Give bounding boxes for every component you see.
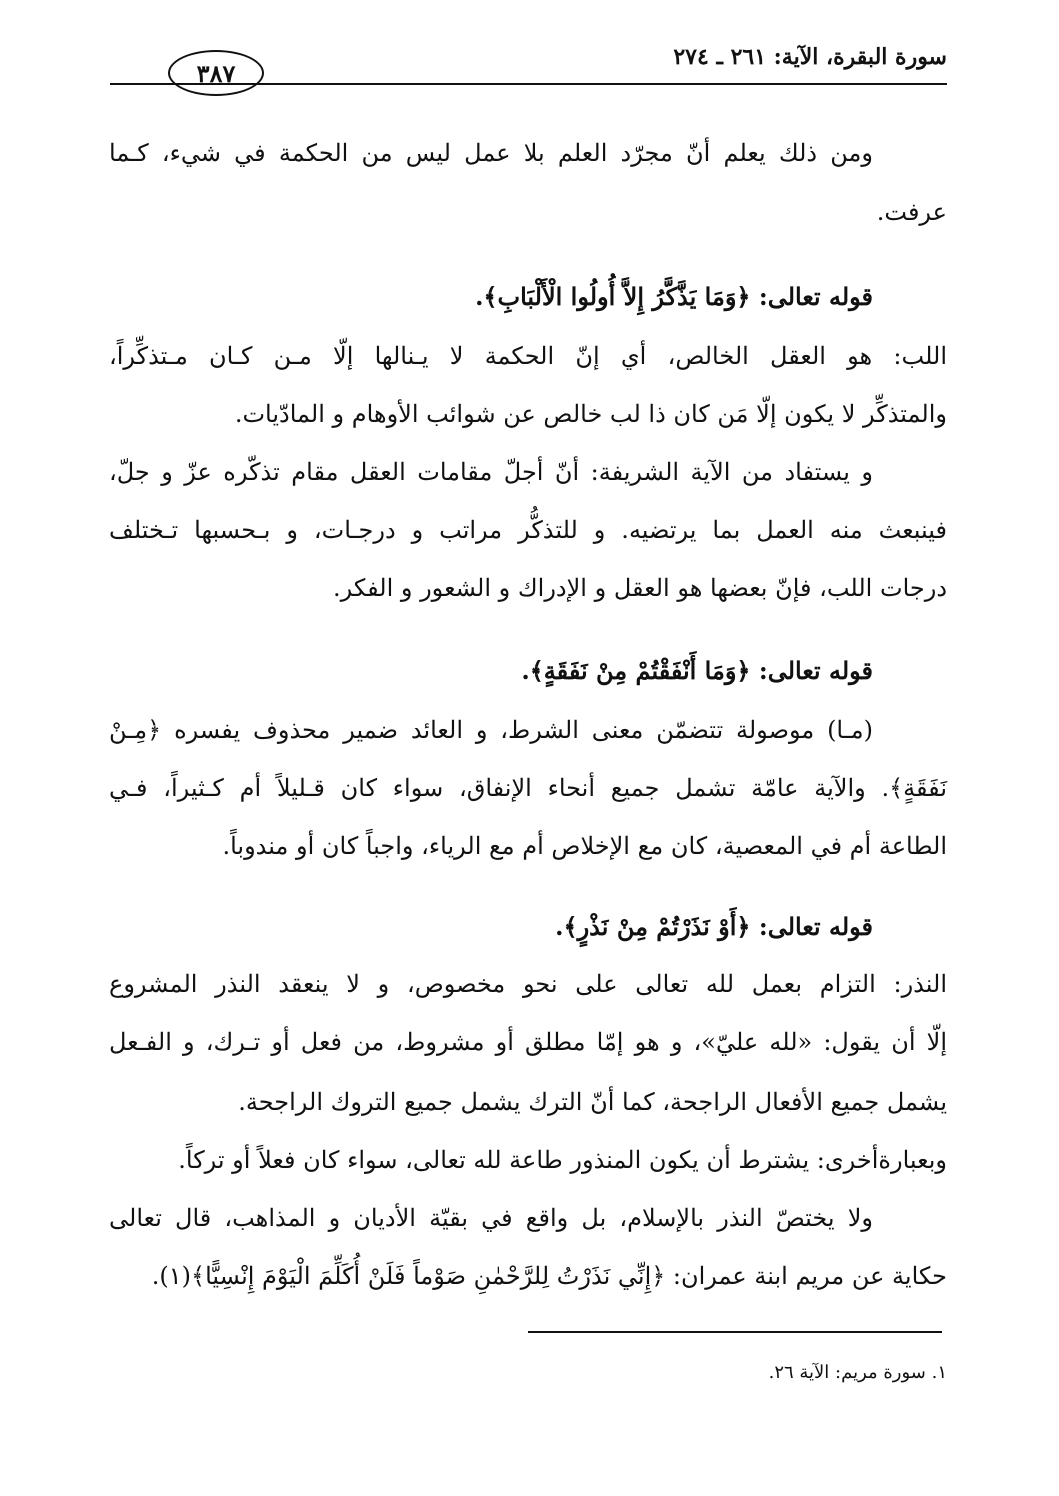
body-line-2: عرفت.	[876, 198, 947, 226]
running-header-title: سورة البقرة، الآية: ٢٦١ ـ ٢٧٤	[673, 44, 947, 70]
page-number-badge: ٣٨٧	[168, 50, 264, 96]
body-line-12: الطاعة أم في المعصية، كان مع الإخلاص أم مع الرياء، واجباً كان أو مندوباً.	[222, 832, 947, 860]
body-line-17: وبعبارةأخرى: يشترط أن يكون المنذور طاعة لله تعالى، سواء كان فعلاً أو تركاً.	[178, 1146, 947, 1174]
body-line-16: يشمل جميع الأفعال الراجحة، كما أنّ الترك يشمل جميع التروك الراجحة.	[238, 1088, 947, 1116]
footnote: ١. سورة مريم: الآية ٢٦.	[768, 1362, 947, 1383]
verse-heading-2: قوله تعالى: ﴿وَمَا أَنْفَقْتُمْ مِنْ نَفَقَةٍ﴾.	[521, 656, 873, 685]
body-line-11: نَفَقَةٍ﴾. والآية عامّة تشمل جميع أنحاء الإنفاق، سواء كان قـليلاً أم كـثيراً، فـي	[109, 774, 947, 802]
footnote-divider	[528, 1331, 942, 1333]
body-line-5: والمتذكِّر لا يكون إلّا مَن كان ذا لب خالص عن شوائب الأوهام و المادّيات.	[234, 400, 947, 428]
body-line-6: و يستفاد من الآية الشريفة: أنّ أجلّ مقامات العقل مقام تذكّره عزّ و جلّ،	[109, 458, 873, 486]
verse-heading-1: قوله تعالى: ﴿وَمَا يَذَّكَّرُ إِلاَّ أُولُوا الْأَلْبَابِ﴾.	[475, 282, 873, 311]
body-line-19: حكاية عن مريم ابنة عمران: ﴿إِنِّي نَذَرْتُ لِلرَّحْمٰنِ صَوْماً فَلَنْ أُكَلِّمَ الْيَوْمَ إِنْسِيًّا﴾(١).	[151, 1262, 947, 1290]
body-line-1: ومن ذلك يعلم أنّ مجرّد العلم بلا عمل ليس من الحكمة في شيء، كـما	[109, 139, 873, 167]
body-line-15: إلّا أن يقول: «لله عليّ»، و هو إمّا مطلق أو مشروط، من فعل أو تـرك، و الفـعل	[109, 1028, 947, 1056]
body-line-18: ولا يختصّ النذر بالإسلام، بل واقع في بقيّة الأديان و المذاهب، قال تعالى	[109, 1204, 873, 1232]
body-line-10: (مـا) موصولة تتضمّن معنى الشرط، و العائد ضمير محذوف يفسره ﴿مِـنْ	[109, 716, 873, 744]
body-line-7: فينبعث منه العمل بما يرتضيه. و للتذكُّر مراتب و درجـات، و بـحسبها تـختلف	[109, 516, 947, 544]
body-line-4: اللب: هو العقل الخالص، أي إنّ الحكمة لا يـنالها إلّا مـن كـان مـتذكِّراً،	[109, 342, 947, 370]
verse-heading-3: قوله تعالى: ﴿أَوْ نَذَرْتُمْ مِنْ نَذْرٍ﴾.	[555, 912, 873, 941]
header-divider	[110, 83, 947, 85]
body-line-14: النذر: التزام بعمل لله تعالى على نحو مخصوص، و لا ينعقد النذر المشروع	[109, 970, 947, 998]
body-line-8: درجات اللب، فإنّ بعضها هو العقل و الإدراك و الشعور و الفكر.	[332, 574, 947, 602]
